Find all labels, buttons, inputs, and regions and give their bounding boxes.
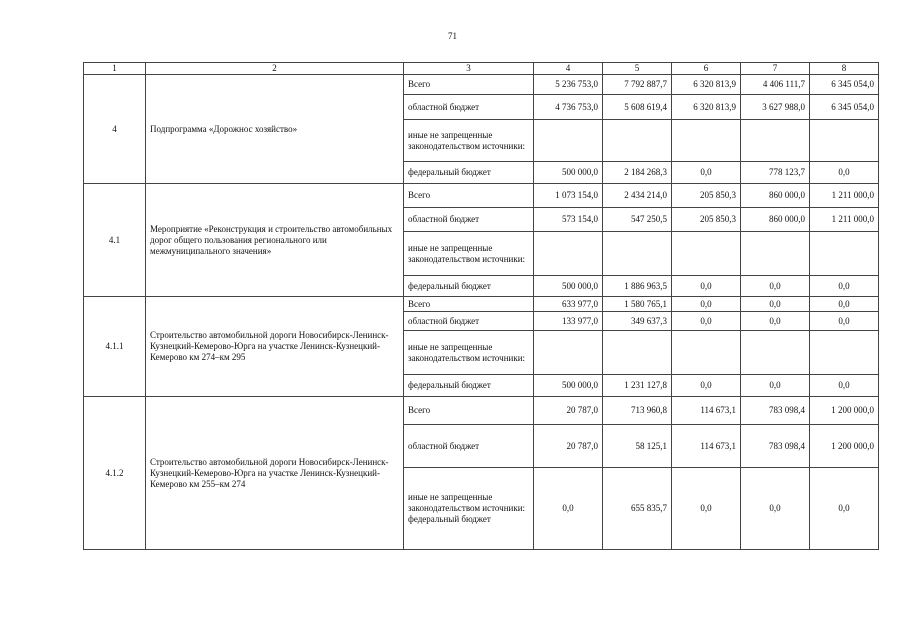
value-cell: 860 000,0	[741, 208, 810, 232]
value-cell: 783 098,4	[741, 397, 810, 425]
item-number: 4.1	[84, 184, 146, 297]
funding-source: иные не запрещенные законодательством источники:	[408, 492, 526, 513]
value-cell	[534, 120, 603, 162]
value-cell	[810, 331, 879, 375]
table-row	[84, 397, 879, 425]
value-cell: 0,0	[810, 375, 879, 397]
value-cell: 0,0	[810, 162, 879, 184]
value-cell: 1 200 000,0	[810, 397, 879, 425]
value-cell: 1 200 000,0	[810, 425, 879, 468]
column-header: 3	[404, 63, 534, 75]
value-cell: 114 673,1	[672, 397, 741, 425]
value-cell: 0,0	[534, 468, 603, 550]
value-cell: 0,0	[672, 162, 741, 184]
value-cell: 0,0	[810, 297, 879, 312]
value-cell: 0,0	[741, 312, 810, 331]
value-cell: 1 580 765,1	[603, 297, 672, 312]
value-cell: 6 320 813,9	[672, 95, 741, 120]
value-cell: 0,0	[672, 375, 741, 397]
funding-source-cell	[404, 468, 534, 550]
value-cell: 0,0	[741, 375, 810, 397]
value-cell: 133 977,0	[534, 312, 603, 331]
value-cell: 655 835,7	[603, 468, 672, 550]
funding-source: областной бюджет	[404, 208, 534, 232]
value-cell: 633 977,0	[534, 297, 603, 312]
value-cell: 1 211 000,0	[810, 184, 879, 208]
value-cell: 5 608 619,4	[603, 95, 672, 120]
item-name: Подпрограмма «Дорожнос хозяйство»	[146, 75, 404, 184]
funding-source: федеральный бюджет	[404, 375, 534, 397]
value-cell: 0,0	[741, 276, 810, 297]
column-header: 1	[84, 63, 146, 75]
funding-source: иные не запрещенные законодательством источники:	[404, 331, 534, 375]
value-cell: 0,0	[810, 312, 879, 331]
value-cell: 58 125,1	[603, 425, 672, 468]
item-number: 4.1.1	[84, 297, 146, 397]
value-cell	[603, 232, 672, 276]
value-cell: 2 434 214,0	[603, 184, 672, 208]
value-cell: 0,0	[810, 468, 879, 550]
funding-source: областной бюджет	[404, 425, 534, 468]
value-cell	[672, 232, 741, 276]
value-cell: 3 627 988,0	[741, 95, 810, 120]
value-cell	[603, 331, 672, 375]
value-cell: 5 236 753,0	[534, 75, 603, 95]
item-name: Строительство автомобильной дороги Новосибирск-Ленинск-Кузнецкий-Кемерово-Юрга на участке Ленинск-Кузнецкий-Кемерово км 274–км 295	[146, 297, 404, 397]
value-cell: 4 736 753,0	[534, 95, 603, 120]
value-cell	[672, 331, 741, 375]
value-cell	[741, 331, 810, 375]
value-cell: 6 345 054,0	[810, 95, 879, 120]
funding-source: федеральный бюджет	[404, 276, 534, 297]
funding-source: федеральный бюджет	[408, 514, 491, 524]
value-cell: 205 850,3	[672, 184, 741, 208]
value-cell: 0,0	[672, 468, 741, 550]
funding-source: областной бюджет	[404, 95, 534, 120]
value-cell: 0,0	[741, 468, 810, 550]
value-cell	[741, 120, 810, 162]
value-cell: 0,0	[672, 297, 741, 312]
value-cell: 2 184 268,3	[603, 162, 672, 184]
column-header: 2	[146, 63, 404, 75]
page-number: 71	[448, 31, 457, 41]
value-cell: 1 886 963,5	[603, 276, 672, 297]
item-number: 4	[84, 75, 146, 184]
funding-source: областной бюджет	[404, 312, 534, 331]
value-cell: 1 073 154,0	[534, 184, 603, 208]
value-cell: 0,0	[810, 276, 879, 297]
funding-source: Всего	[404, 397, 534, 425]
value-cell: 547 250,5	[603, 208, 672, 232]
value-cell: 713 960,8	[603, 397, 672, 425]
value-cell: 349 637,3	[603, 312, 672, 331]
value-cell: 500 000,0	[534, 162, 603, 184]
table-row	[84, 184, 879, 208]
value-cell: 1 231 127,8	[603, 375, 672, 397]
value-cell: 6 320 813,9	[672, 75, 741, 95]
value-cell: 0,0	[672, 276, 741, 297]
column-header: 5	[603, 63, 672, 75]
value-cell: 205 850,3	[672, 208, 741, 232]
value-cell	[810, 120, 879, 162]
item-name: Строительство автомобильной дороги Новосибирск-Ленинск-Кузнецкий-Кемерово-Юрга на участке Ленинск-Кузнецкий-Кемерово км 255–км 274	[146, 397, 404, 550]
value-cell: 6 345 054,0	[810, 75, 879, 95]
value-cell: 0,0	[672, 312, 741, 331]
column-header: 8	[810, 63, 879, 75]
value-cell: 783 098,4	[741, 425, 810, 468]
funding-source: Всего	[404, 184, 534, 208]
item-number: 4.1.2	[84, 397, 146, 550]
value-cell: 0,0	[741, 297, 810, 312]
value-cell: 860 000,0	[741, 184, 810, 208]
value-cell	[741, 232, 810, 276]
budget-table	[83, 62, 879, 550]
funding-source: Всего	[404, 75, 534, 95]
value-cell: 20 787,0	[534, 425, 603, 468]
value-cell	[672, 120, 741, 162]
value-cell: 7 792 887,7	[603, 75, 672, 95]
value-cell: 20 787,0	[534, 397, 603, 425]
value-cell: 778 123,7	[741, 162, 810, 184]
value-cell	[534, 331, 603, 375]
column-header: 4	[534, 63, 603, 75]
funding-source: Всего	[404, 297, 534, 312]
value-cell: 4 406 111,7	[741, 75, 810, 95]
value-cell	[534, 232, 603, 276]
value-cell: 573 154,0	[534, 208, 603, 232]
value-cell	[603, 120, 672, 162]
value-cell: 114 673,1	[672, 425, 741, 468]
value-cell: 1 211 000,0	[810, 208, 879, 232]
column-header: 6	[672, 63, 741, 75]
value-cell	[810, 232, 879, 276]
funding-source: иные не запрещенные законодательством источники:	[404, 232, 534, 276]
header-row	[84, 63, 879, 75]
table-row	[84, 75, 879, 95]
item-name: Мероприятие «Реконструкция и строительство автомобильных дорог общего пользования регионального или межмуниципального значения»	[146, 184, 404, 297]
value-cell: 500 000,0	[534, 375, 603, 397]
value-cell: 500 000,0	[534, 276, 603, 297]
column-header: 7	[741, 63, 810, 75]
table-row	[84, 297, 879, 312]
funding-source: федеральный бюджет	[404, 162, 534, 184]
funding-source: иные не запрещенные законодательством источники:	[404, 120, 534, 162]
